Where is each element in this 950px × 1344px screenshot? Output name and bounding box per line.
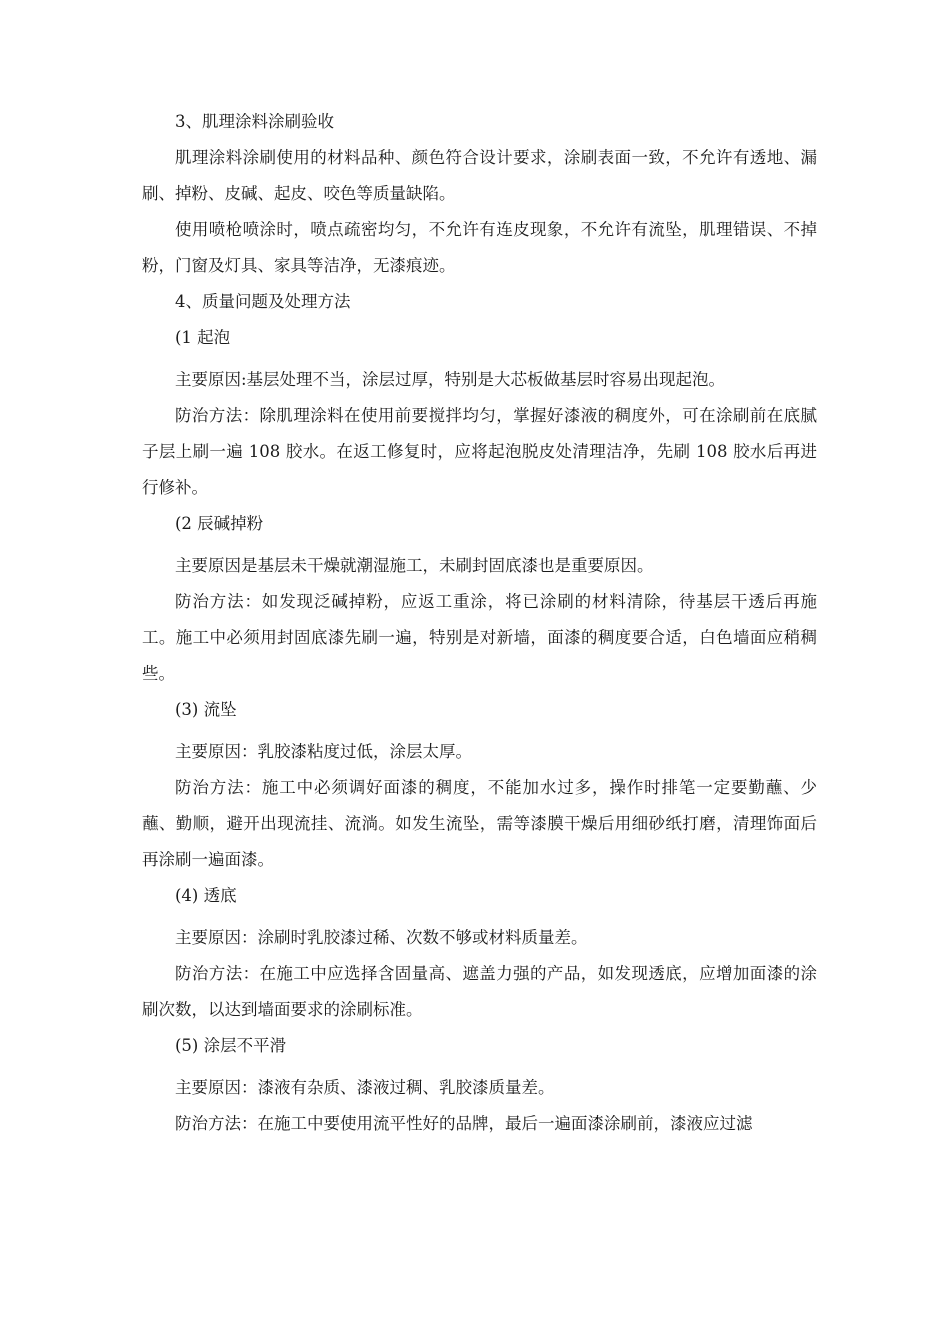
issue-method: 防治方法：施工中必须调好面漆的稠度，不能加水过多，操作时排笔一定要勤蘸、少蘸、勤顺，避开出现流挂、流淌。如发生流坠，需等漆膜干燥后用细砂纸打磨，清理饰面后再涂刷一遍面漆。 [142, 778, 817, 869]
issue-title: (3) 流坠 [175, 700, 237, 719]
issue-method: 防治方法：在施工中应选择含固量高、遮盖力强的产品，如发现透底，应增加面漆的涂刷次数，以达到墙面要求的涂刷标准。 [142, 964, 817, 1019]
issue-title: (5) 涂层不平滑 [175, 1036, 287, 1055]
section-heading-quality-issues: 4、质量问题及处理方法 [175, 292, 351, 311]
section-heading-acceptance: 3、肌理涂料涂刷验收 [175, 112, 334, 131]
document-body [142, 104, 817, 1142]
issue-cause: 主要原因：乳胶漆粘度过低，涂层太厚。 [175, 742, 472, 761]
issue-cause: 主要原因：漆液有杂质、漆液过稠、乳胶漆质量差。 [175, 1078, 555, 1097]
issue-title: (2 辰碱掉粉 [175, 514, 264, 533]
issue-cause: 主要原因是基层未干燥就潮湿施工，未刷封固底漆也是重要原因。 [175, 556, 654, 575]
paragraph-spray-requirements: 使用喷枪喷涂时，喷点疏密均匀，不允许有连皮现象，不允许有流坠，肌理错误、不掉粉，门窗及灯具、家具等洁净，无漆痕迹。 [142, 220, 817, 275]
issue-title: (1 起泡 [175, 328, 231, 347]
issue-method: 防治方法：在施工中要使用流平性好的品牌，最后一遍面漆涂刷前，漆液应过滤 [175, 1114, 753, 1133]
paragraph-material-requirements: 肌理涂料涂刷使用的材料品种、颜色符合设计要求，涂刷表面一致，不允许有透地、漏刷、掉粉、皮碱、起皮、咬色等质量缺陷。 [142, 148, 817, 203]
issue-title: (4) 透底 [175, 886, 237, 905]
issue-cause: 主要原因：涂刷时乳胶漆过稀、次数不够或材料质量差。 [175, 928, 588, 947]
issue-method: 防治方法：除肌理涂料在使用前要搅拌均匀，掌握好漆液的稠度外，可在涂刷前在底腻子层上刷一遍 108 胶水。在返工修复时，应将起泡脱皮处清理洁净，先刷 108 胶水后再进行修补。 [142, 406, 817, 497]
issue-method: 防治方法：如发现泛碱掉粉，应返工重涂，将已涂刷的材料清除，待基层干透后再施工。施工中必须用封固底漆先刷一遍，特别是对新墙，面漆的稠度要合适，白色墙面应稍稠些。 [142, 592, 817, 683]
issue-cause: 主要原因:基层处理不当，涂层过厚，特别是大芯板做基层时容易出现起泡。 [175, 370, 726, 389]
